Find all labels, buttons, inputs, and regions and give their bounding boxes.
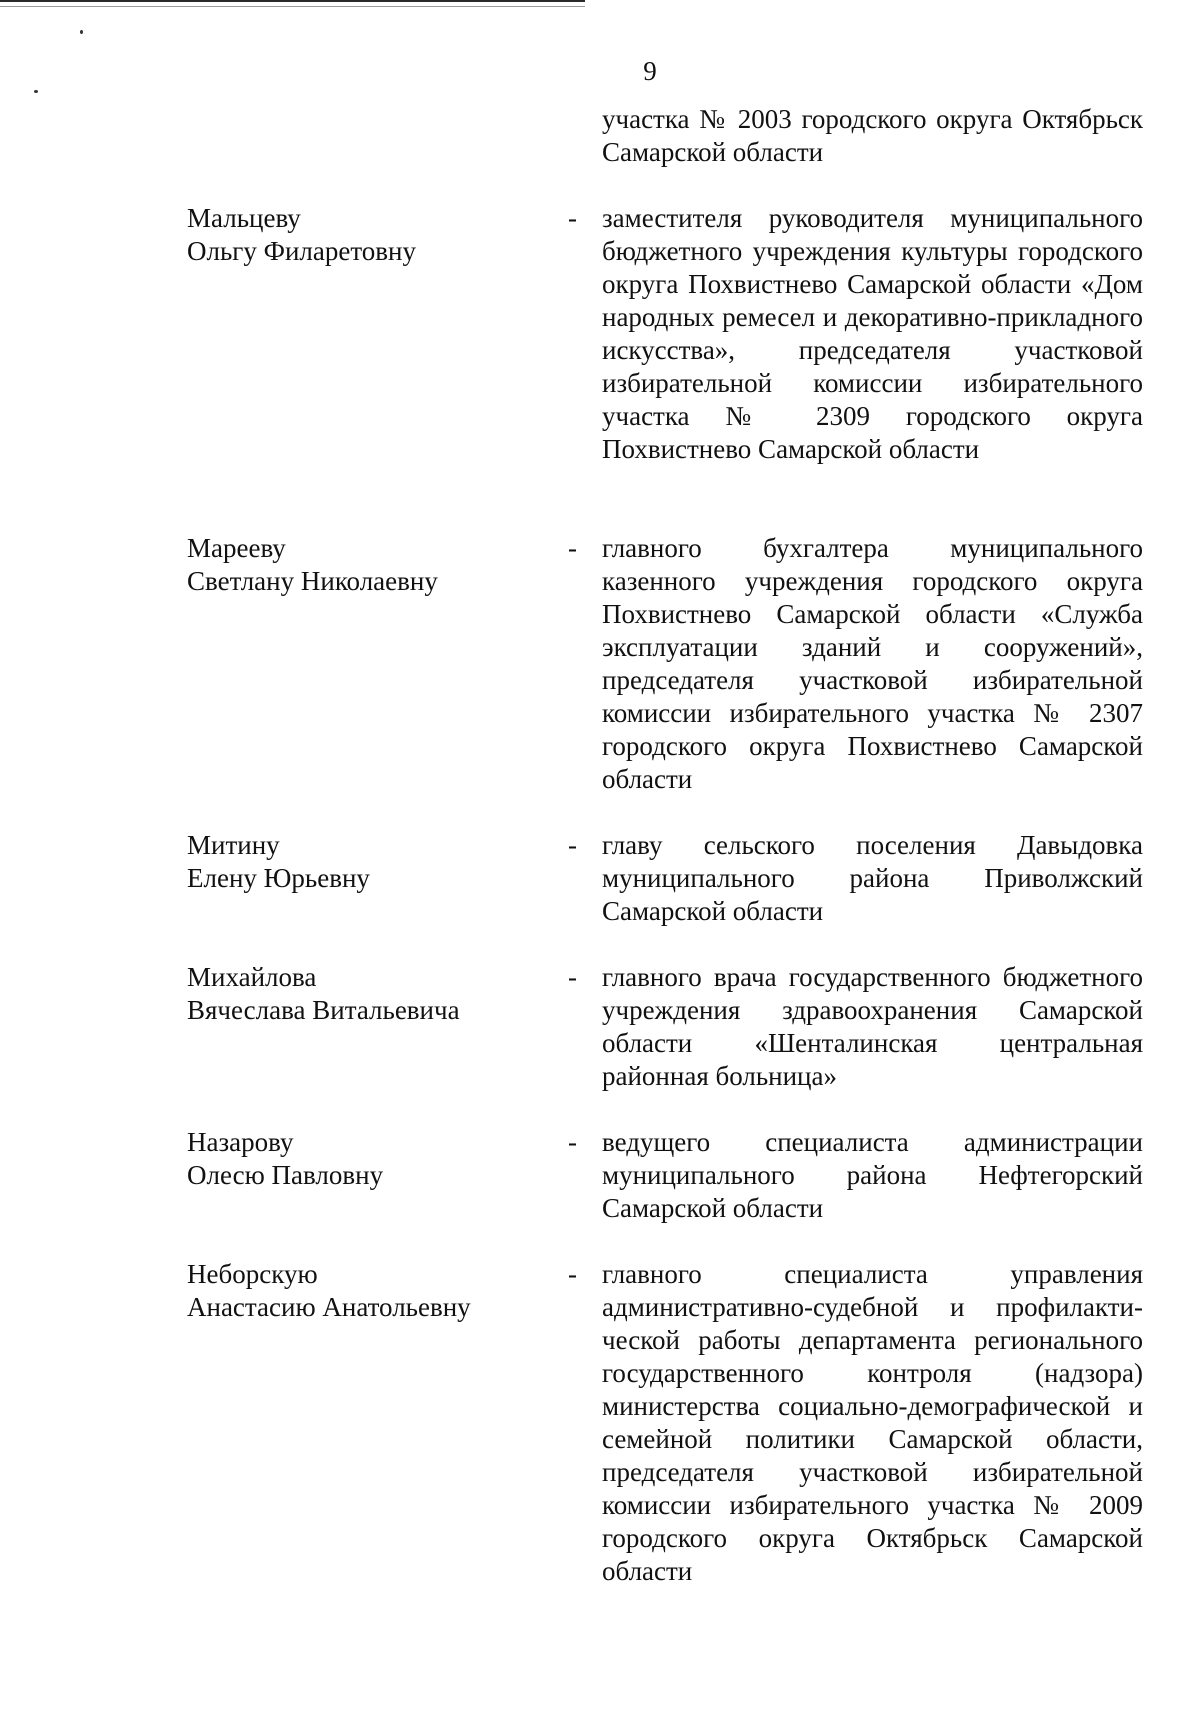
person-position-description: ведущего специалиста администрации муниципального района Нефтегорский Самарской области (602, 1127, 1143, 1223)
person-position-description: главного специалиста управления административно-судебной и профилактической работы департамента регионального государственного контроля (надзора) министерства социально-демографической и семейной политики Самарской области, председателя участковой избирательной комиссии избирательного участка № 2009 городского округа Октябрьск Самарской области (602, 1259, 1143, 1586)
person-name (187, 1126, 547, 1192)
entry-dash: - (568, 1259, 577, 1289)
continuation-description: участка № 2003 городского округа Октябрьск Самарской области (602, 104, 1143, 167)
entry-dash: - (568, 830, 577, 860)
entry-dash: - (568, 203, 577, 233)
scan-top-border-thin (0, 6, 585, 7)
person-name (187, 829, 547, 895)
person-given-names: Вячеслава Витальевича (187, 995, 460, 1025)
page-number: 9 (643, 56, 657, 86)
person-given-names: Елену Юрьевну (187, 863, 370, 893)
person-given-names: Ольгу Филаретовну (187, 236, 416, 266)
entry-dash: - (568, 962, 577, 992)
person-given-names: Светлану Николаевну (187, 566, 438, 596)
person-position-description: главу сельского поселения Давыдовка муниципального района Приволжский Самарской области (602, 830, 1143, 926)
person-given-names: Анастасию Анатольевну (187, 1292, 471, 1322)
person-position-description: главного бухгалтера муниципального казенного учреждения городского округа Похвистнево Самарской области «Служба эксплуатации зданий и сооружений», председателя участковой избирательной комиссии избирательного участка № 2307 городского округа Похвистнево Самарской области (602, 533, 1143, 794)
person-name (187, 202, 547, 268)
person-name (187, 961, 547, 1027)
person-given-names: Олесю Павловну (187, 1160, 384, 1190)
person-surname: Марееву (187, 533, 286, 563)
person-surname: Михайлова (187, 962, 317, 992)
person-surname: Назарову (187, 1127, 294, 1157)
person-surname: Неборскую (187, 1259, 318, 1289)
person-name (187, 532, 547, 598)
person-name (187, 1258, 547, 1324)
person-surname: Митину (187, 830, 280, 860)
scan-speck (34, 90, 38, 93)
entry-dash: - (568, 533, 577, 563)
person-position-description: заместителя руководителя муниципального бюджетного учреждения культуры городского округа Похвистнево Самарской области «Дом народных ремесел и декоративно-прикладного искусства», председателя участковой избирательной комиссии избирательного участка № 2309 городского округа Похвистнево Самарской области (602, 203, 1143, 464)
entry-dash: - (568, 1127, 577, 1157)
person-position-description: главного врача государственного бюджетного учреждения здравоохранения Самарской области «Шенталинская центральная районная больница» (602, 962, 1143, 1091)
person-surname: Мальцеву (187, 203, 301, 233)
scan-speck (80, 30, 83, 34)
scan-top-border (0, 0, 585, 2)
